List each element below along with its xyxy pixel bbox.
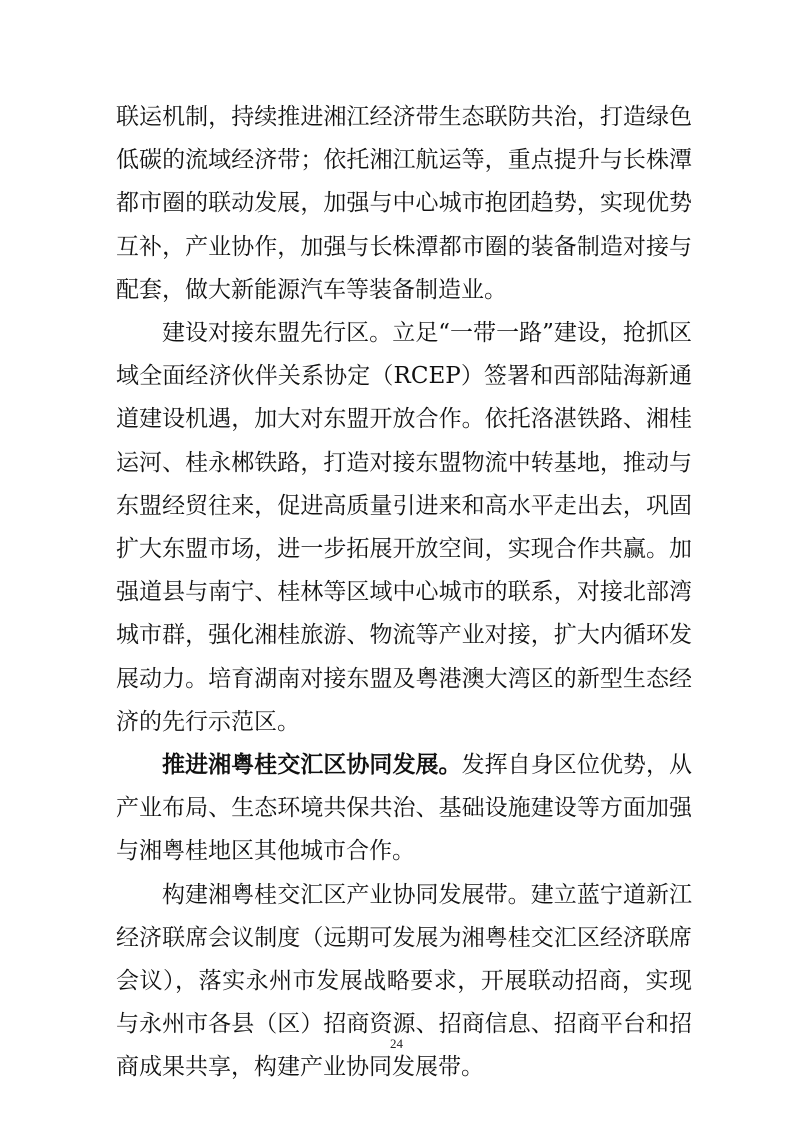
paragraph-coordinated-development	[116, 744, 692, 874]
paragraph-text: 构建湘粤桂交汇区产业协同发展带。建立蓝宁道新江经济联席会议制度（远期可发展为湘粤桂交汇区经济联席会议），落实永州市发展战略要求，开展联动招商，实现与永州市各县（区）招商资源、招商信息、招商平台和招商成果共享，构建产业协同发展带。	[116, 881, 692, 1081]
paragraph-text: 发挥自身区位优势，从产业布局、生态环境共保共治、基础设施建设等方面加强与湘粤桂地区其他城市合作。	[116, 752, 693, 865]
paragraph-heading: 推进湘粤桂交汇区协同发展。	[162, 752, 462, 779]
paragraph-xiangjiang-linkage	[116, 96, 692, 312]
page-number: 24	[390, 1036, 403, 1051]
document-body	[116, 96, 692, 1090]
paragraph-asean-pilot-zone	[116, 312, 692, 744]
paragraph-text: 建设对接东盟先行区。立足“一带一路”建设，抢抓区域全面经济伙伴关系协定（RCEP）签署和西部陆海新通道建设机遇，加大对东盟开放合作。依托洛湛铁路、湘桂运河、桂永郴铁路，打造对接东盟物流中转基地，推动与东盟经贸往来，促进高质量引进来和高水平走出去，巩固扩大东盟市场，进一步拓展开放空间，实现合作共赢。加强道县与南宁、桂林等区域中心城市的联系，对接北部湾城市群，强化湘桂旅游、物流等产业对接，扩大内循环发展动力。培育湖南对接东盟及粤港澳大湾区的新型生态经济的先行示范区。	[116, 320, 692, 735]
paragraph-industry-belt	[116, 874, 692, 1090]
paragraph-text: 联运机制，持续推进湘江经济带生态联防共治，打造绿色低碳的流域经济带；依托湘江航运等，重点提升与长株潭都市圈的联动发展，加强与中心城市抱团趋势，实现优势互补，产业协作，加强与长株潭都市圈的装备制造对接与配套，做大新能源汽车等装备制造业。	[116, 104, 692, 303]
